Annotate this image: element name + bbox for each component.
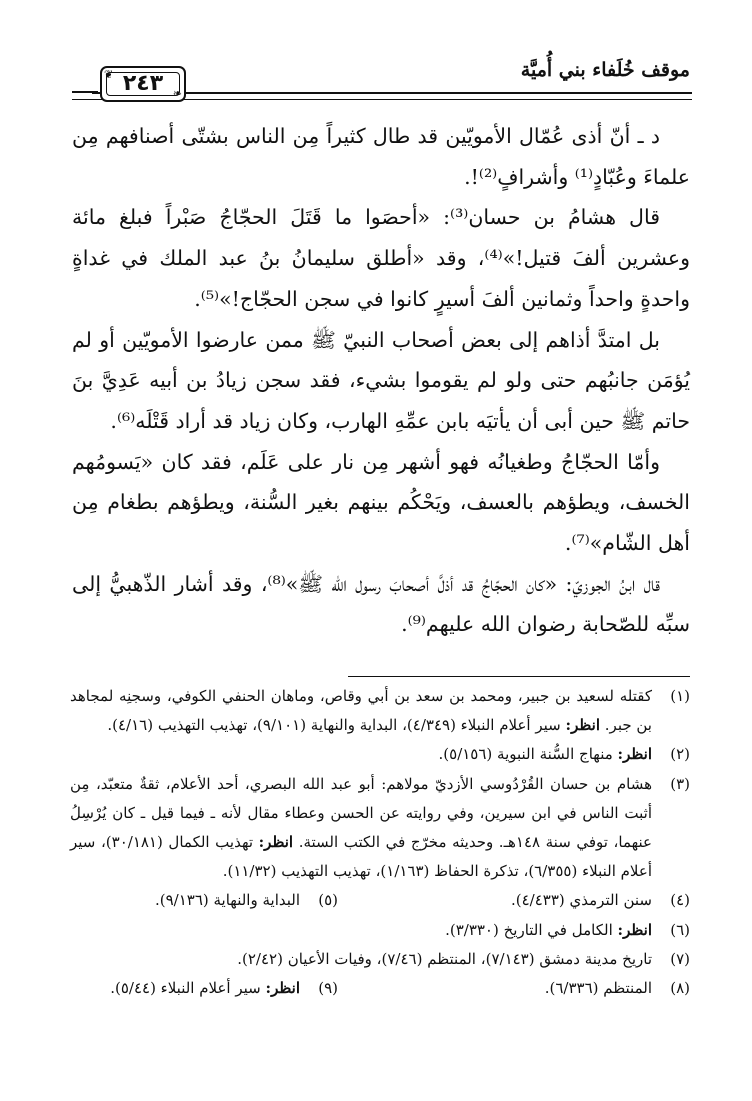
paragraph-hisham-quote: قال هشامُ بن حسان⁽³⁾: «أحصَوا ما قَتَلَ الحجّاجُ صَبْراً فبلغ مائة وعشرين ألفَ قتيل!»⁽⁴⁾، وقد «أطلق سليمانُ بنُ عبد الملك في غداةٍ واحدةٍ واحداً وثمانين ألفَ أسيرٍ كانوا في سجن الحجّاج!»⁽⁵⁾. <box>72 205 690 311</box>
footnote-2 <box>70 740 690 769</box>
header-rule-tail <box>72 91 98 100</box>
footnote-4 <box>338 886 690 915</box>
footnote-number: (٤) <box>670 891 690 910</box>
footnote-number: (٧) <box>670 949 690 968</box>
footnote-text <box>70 740 652 769</box>
footnote-reference: المنتظم (٦/٣٣٦). <box>544 979 652 998</box>
footnote-pair-8-9 <box>70 974 690 1003</box>
paragraph-hajjaj-tyranny: وأمّا الحجّاجُ وطغيانُه فهو أشهر مِن نار على عَلَم، فقد كان «يَسومُهم الخسف، ويطؤهم بالعسف، ويَحْكُم بينهم بغير السُّنة، ويطؤهم بطغام مِن أهل الشّام»⁽⁷⁾. <box>72 449 690 556</box>
footnotes <box>70 682 690 1003</box>
footnote-see-label: انظر: <box>258 833 294 852</box>
page-number-frame <box>100 66 186 102</box>
footnote-number: (٣) <box>670 774 690 793</box>
paragraph-companions: بل امتدَّ أذاهم إلى بعض أصحاب النبيّ ﷺ ممن عارضوا الأمويّين أو لم يُؤمَن جانبُهم حتى ولو لم يقوموا بشيء، فقد سجن زيادُ بن أبيه عَدِيَّ بنَ حاتم ﷺ حين أبى أن يأتيَه بابن عمِّهِ الهارب، وكان زياد قد أراد قَتْلَه⁽⁶⁾. <box>72 327 690 433</box>
footnote-text <box>70 974 300 1003</box>
footnote-reference: تهذيب الكمال (٣٠/١٨١)، سير أعلام النبلاء (٦/٣٥٥)، تذكرة الحفاظ (١/١٦٣)، تهذيب التهذيب (١١/٣٢). <box>70 833 652 881</box>
footnote-6 <box>70 916 690 945</box>
floral-ornament-icon: ❧ <box>172 87 182 100</box>
paragraph-ibn-jawzi: قال ابنُ الجوزيّ: «كان الحجّاجُ قد أذلَّ أصحابَ رسول الله ﷺ»⁽⁸⁾، وقد أشار الذّهبيُّ إلى سبِّه للصّحابة رضوان الله عليهم⁽⁹⁾. <box>72 571 690 637</box>
paragraph-umayyad-governors: د ـ أنّ أذى عُمّال الأمويّين قد طال كثيراً مِن الناس بشتّى أصنافهم مِن علماءَ وعُبّادٍ⁽¹⁾ وأشرافٍ⁽²⁾!. <box>72 124 690 189</box>
footnote-number: (٦) <box>670 920 690 939</box>
footnote-number: (٥) <box>318 891 338 910</box>
footnote-reference: الكامل في التاريخ (٣/٣٣٠). <box>445 920 613 939</box>
footnote-body: كقتله لسعيد بن جبير، ومحمد بن سعد بن أبي وقاص، وماهان الحنفي الكوفي، وسجنِه لمجاهد بن جبر. <box>70 687 652 735</box>
footnote-text <box>70 682 652 740</box>
footnote-7 <box>70 945 690 974</box>
footnote-body: هشام بن حسان القُرْدُوسي الأزديّ مولاهم: أبو عبد الله البصري، أحد الأعلام، ثقةٌ متعبّد، مِن أثبت الناس في ابن سيرين، وفي روايته عن الحسن وعطاء مقال لأنه ـ فيما قيل ـ كان يُرْسِلُ عنهما، توفي سنة ١٤٨هـ. وحديثه مخرّج في الكتب الستة. <box>70 774 653 852</box>
footnote-reference: منهاج السُّنة النبوية (٥/١٥٦). <box>438 745 613 764</box>
footnote-number: (٩) <box>318 979 338 998</box>
running-title: موقف خُلَفاء بني أُميَّة <box>520 59 690 81</box>
footnote-number: (٢) <box>670 745 690 764</box>
footnote-3 <box>70 770 690 887</box>
footnote-9 <box>70 974 338 1003</box>
footnote-number: (٨) <box>670 979 690 998</box>
footnote-divider <box>348 676 690 677</box>
footnote-reference: سنن الترمذي (٤/٤٣٣). <box>511 891 652 910</box>
footnote-text <box>70 770 652 887</box>
footnote-reference: سير أعلام النبلاء (٤/٣٤٩)، البداية والنهاية (٩/١٠١)، تهذيب التهذيب (٤/١٦). <box>107 716 561 735</box>
footnote-1 <box>70 682 690 740</box>
footnote-reference: سير أعلام النبلاء (٥/٤٤). <box>110 979 261 998</box>
footnote-reference: تاريخ مدينة دمشق (٧/١٤٣)، المنتظم (٧/٤٦)، وفيات الأعيان (٢/٤٢). <box>237 949 652 968</box>
footnote-see-label: انظر: <box>617 920 652 939</box>
footnote-see-label: انظر: <box>617 745 652 764</box>
footnote-8 <box>338 974 690 1003</box>
footnote-text <box>70 916 652 945</box>
footnote-see-label: انظر: <box>565 716 600 735</box>
footnote-reference: البداية والنهاية (٩/١٣٦). <box>154 891 300 910</box>
floral-ornament-icon: ❦ <box>104 68 114 81</box>
page-number: ٢٤٣ <box>122 71 164 96</box>
footnote-see-label: انظر: <box>265 979 300 998</box>
footnote-5 <box>70 886 338 915</box>
footnote-number: (١) <box>670 687 690 705</box>
footnote-pair-4-5 <box>70 886 690 915</box>
main-text <box>72 116 690 645</box>
